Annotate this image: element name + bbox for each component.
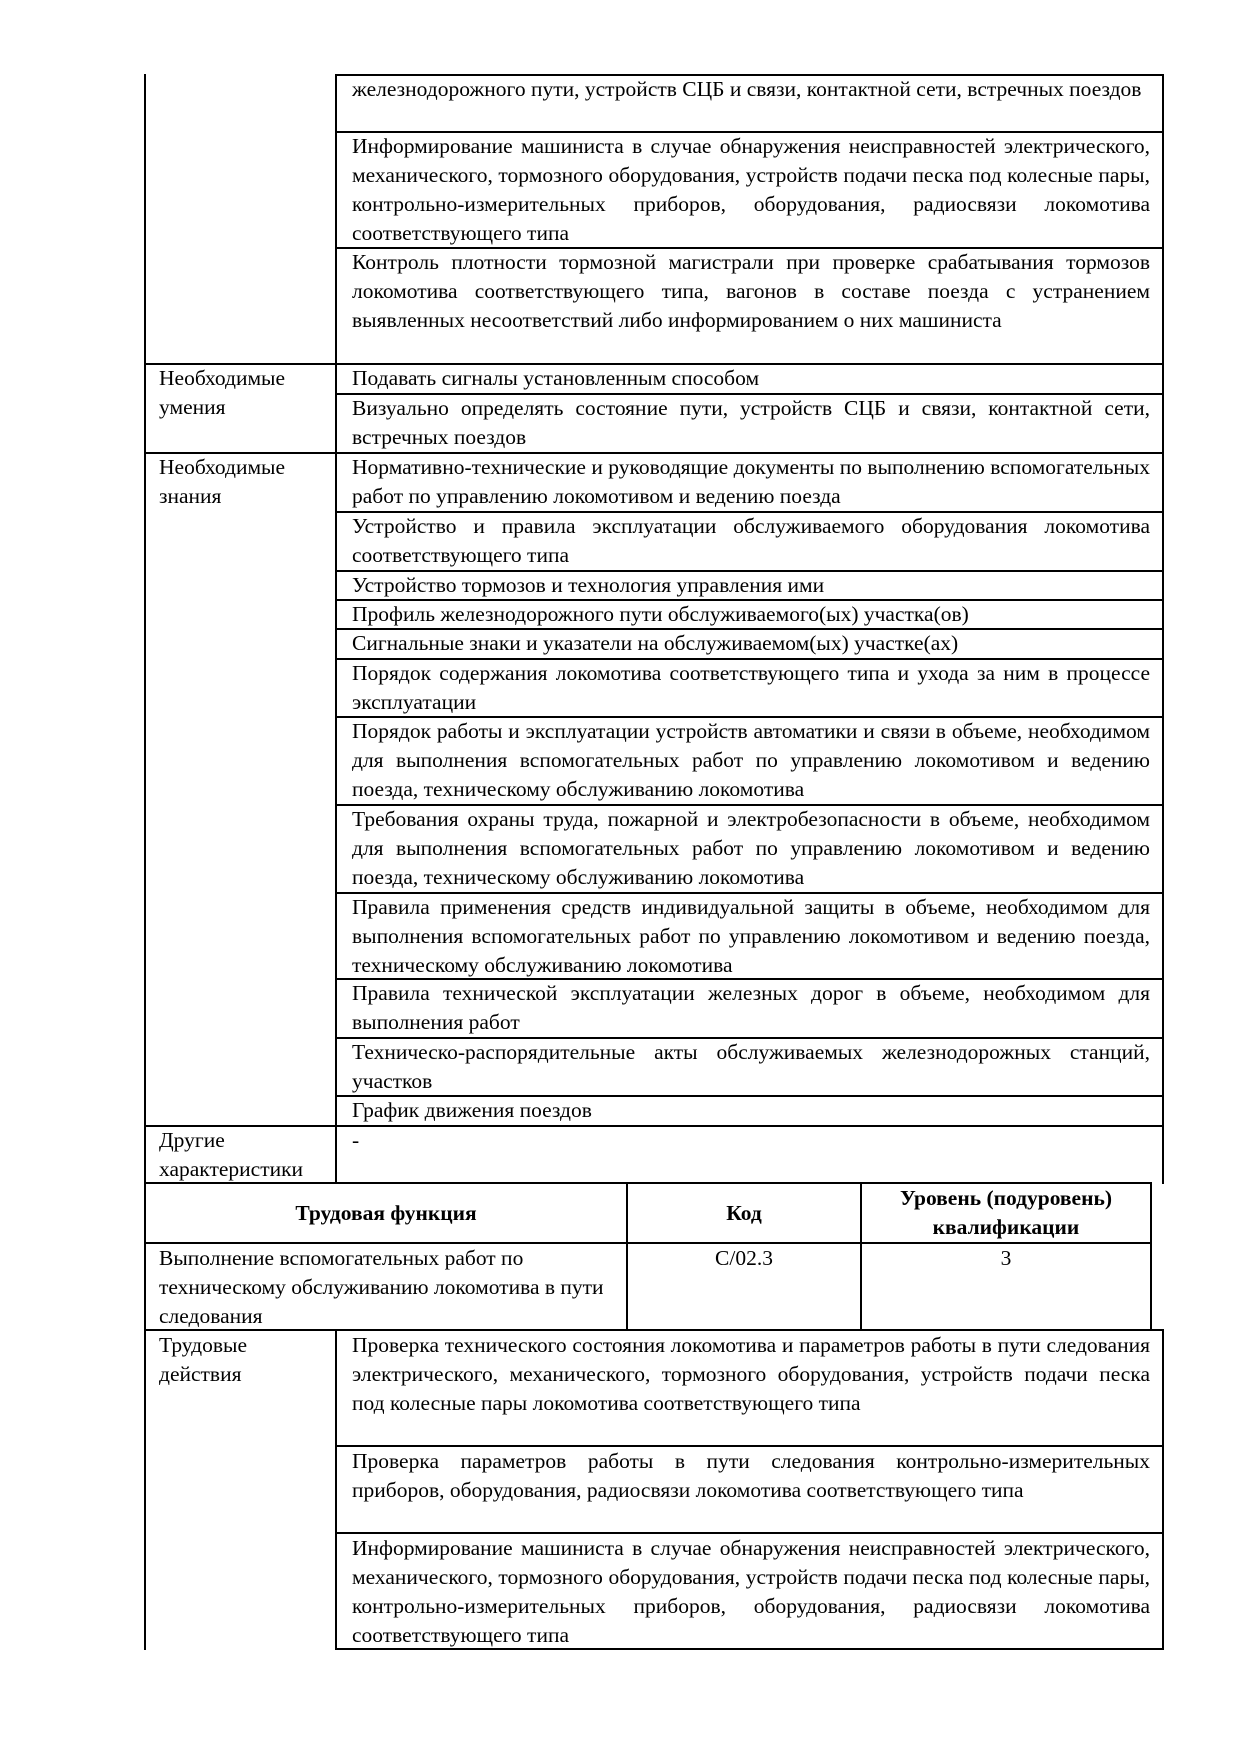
list-item: Контроль плотности тормозной магистрали при проверке срабатывания тормозов локомотива соответствующего типа, вагонов в составе поезда с устранением выявленных несоответствий либо информированием о них машиниста: [352, 250, 1150, 332]
list-item: Правила технической эксплуатации железных дорог в объеме, необходимом для выполнения работ: [352, 981, 1150, 1034]
labor-function-level: 3: [1000, 1246, 1012, 1270]
row-label-labor-actions: Трудовые действия: [159, 1333, 248, 1386]
row-label-skills: Необходимые умения: [159, 366, 286, 419]
row-label-knowledge: Необходимые знания: [159, 455, 286, 508]
list-item: Устройство тормозов и технология управления ими: [352, 573, 825, 597]
header-qualification-level: Уровень (подуровень) квалификации: [899, 1186, 1113, 1239]
header-labor-function: Трудовая функция: [295, 1200, 477, 1225]
list-item: Требования охраны труда, пожарной и электробезопасности в объеме, необходимом для выполнения вспомогательных работ по управлению локомотивом и ведению поезда, техническому обслуживанию локомотива: [352, 807, 1150, 889]
list-item: Порядок содержания локомотива соответствующего типа и ухода за ним в процессе эксплуатации: [352, 661, 1150, 714]
list-item: Техническо-распорядительные акты обслуживаемых железнодорожных станций, участков: [352, 1040, 1150, 1093]
list-item: Проверка параметров работы в пути следования контрольно-измерительных приборов, оборудования, радиосвязи локомотива соответствующего типа: [352, 1449, 1150, 1502]
list-item: Сигнальные знаки и указатели на обслуживаемом(ых) участке(ах): [352, 631, 959, 655]
list-item: -: [352, 1128, 360, 1152]
table-border-left: [144, 74, 146, 1184]
list-item: Устройство и правила эксплуатации обслуживаемого оборудования локомотива соответствующего типа: [352, 514, 1150, 567]
row-label-other: Другие характеристики: [159, 1128, 304, 1181]
list-item: железнодорожного пути, устройств СЦБ и связи, контактной сети, встречных поездов: [352, 77, 1142, 101]
header-code: Код: [726, 1200, 762, 1225]
list-item: Информирование машиниста в случае обнаружения неисправностей электрического, механического, тормозного оборудования, устройств подачи песка под колесные пары, контрольно-измерительных приборов, оборудования, радиосвязи локомотива соответствующего типа: [352, 134, 1150, 245]
labor-function-name: Выполнение вспомогательных работ по техническому обслуживанию локомотива в пути следования: [159, 1246, 604, 1328]
list-item: Визуально определять состояние пути, устройств СЦБ и связи, контактной сети, встречных поездов: [352, 396, 1150, 449]
labor-function-code: C/02.3: [715, 1246, 773, 1270]
list-item: Подавать сигналы установленным способом: [352, 366, 760, 390]
list-item: Правила применения средств индивидуальной защиты в объеме, необходимом для выполнения вспомогательных работ по управлению локомотивом и ведению поезда, техническому обслуживанию локомотива: [352, 895, 1150, 977]
list-item: Профиль железнодорожного пути обслуживаемого(ых) участка(ов): [352, 602, 969, 626]
list-item: Порядок работы и эксплуатации устройств автоматики и связи в объеме, необходимом для выполнения вспомогательных работ по управлению локомотивом и ведению поезда, техническому обслуживанию локомотива: [352, 719, 1150, 801]
list-item: График движения поездов: [352, 1098, 592, 1122]
list-item: Проверка технического состояния локомотива и параметров работы в пути следования электрического, механического, тормозного оборудования, устройств подачи песка под колесные пары локомотива соответствующего типа: [352, 1333, 1150, 1415]
list-item: Информирование машиниста в случае обнаружения неисправностей электрического, механического, тормозного оборудования, устройств подачи песка под колесные пары, контрольно-измерительных приборов, оборудования, радиосвязи локомотива соответствующего типа: [352, 1536, 1150, 1647]
list-item: Нормативно-технические и руководящие документы по выполнению вспомогательных работ по управлению локомотивом и ведению поезда: [352, 455, 1150, 508]
